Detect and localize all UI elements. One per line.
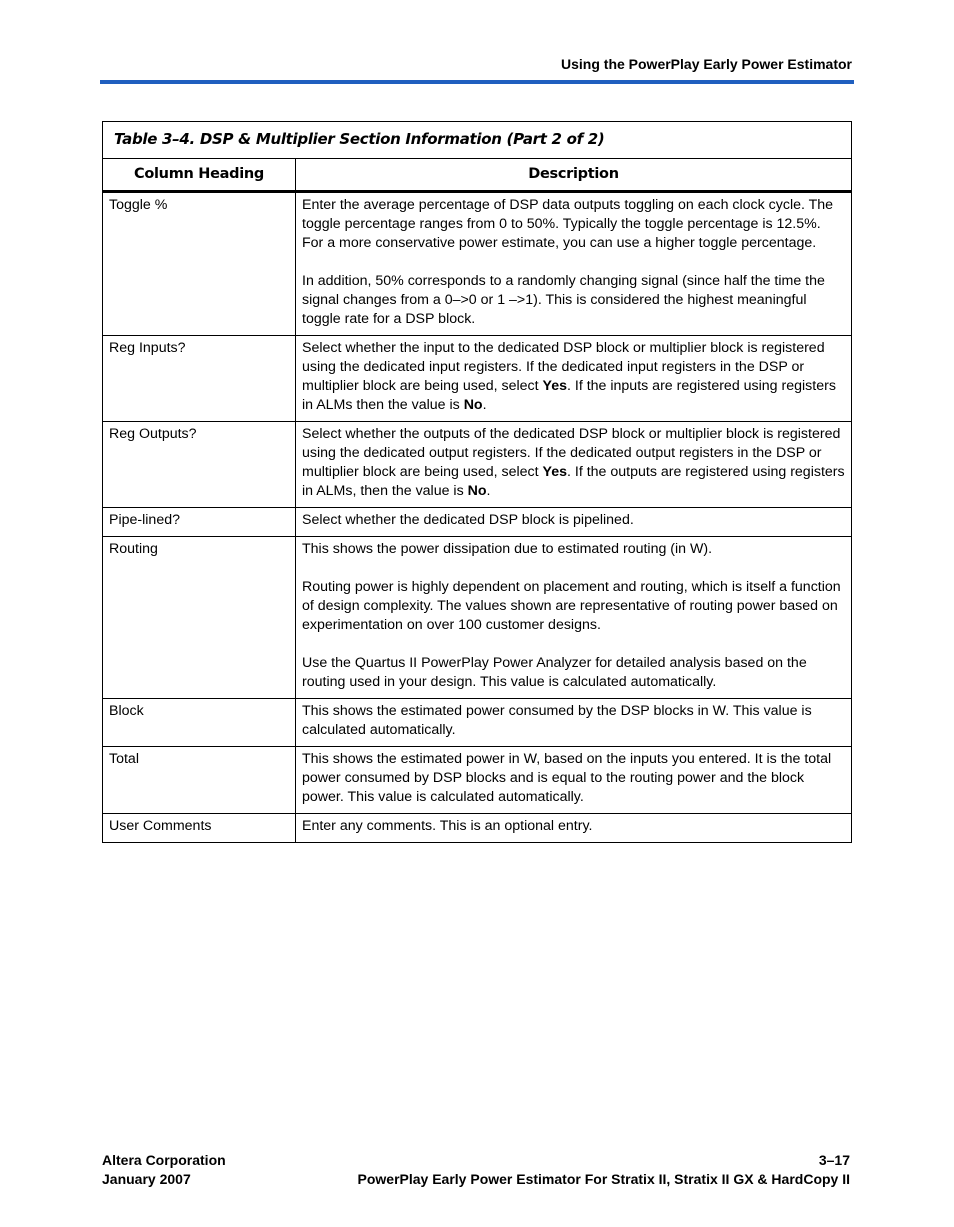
header-rule [100,80,854,84]
row-description [296,422,852,508]
row-heading: Reg Outputs? [103,422,296,508]
footer-date: January 2007 [102,1171,191,1187]
row-heading: Toggle % [103,192,296,336]
text-segment: . [486,483,491,499]
description-paragraph [302,540,845,559]
row-description [296,537,852,699]
description-paragraph [302,339,845,415]
running-header-title: Using the PowerPlay Early Power Estimator [561,56,852,72]
description-paragraph [302,817,845,836]
row-heading: Block [103,699,296,747]
description-paragraph [302,272,845,329]
text-segment: . If the outputs are registered using registers in ALMs, then the value is [302,464,845,499]
row-description [296,192,852,336]
footer-left [102,1151,226,1189]
bold-term: No [463,397,483,413]
table-row [103,814,852,843]
table-row [103,508,852,537]
table-row [103,336,852,422]
row-description [296,814,852,843]
dsp-table-container [102,121,852,843]
row-description [296,508,852,537]
row-heading: User Comments [103,814,296,843]
text-segment: Select whether the outputs of the dedicated DSP block or multiplier block is registered using the dedicated output registers. If the dedicated output registers in the DSP or multiplier block are being used, select [302,426,841,480]
row-heading: Total [103,747,296,814]
footer-right [358,1151,850,1189]
footer-doc-title: PowerPlay Early Power Estimator For Stratix II, Stratix II GX & HardCopy II [357,1171,850,1187]
description-paragraph [302,425,845,501]
text-segment: . [482,397,487,413]
footer-page-number: 3–17 [818,1152,850,1168]
table-row [103,699,852,747]
description-paragraph [302,578,845,635]
bold-term: Yes [542,378,567,394]
table-body [103,192,852,843]
table-caption: Table 3–4. DSP & Multiplier Section Information (Part 2 of 2) [103,122,852,159]
column-header-heading: Column Heading [103,159,296,192]
row-heading: Pipe-lined? [103,508,296,537]
text-segment: This shows the estimated power in W, based on the inputs you entered. It is the total power consumed by DSP blocks and is equal to the routing power and the block power. This value is calculated automatically. [302,751,832,805]
text-segment: Routing power is highly dependent on placement and routing, which is itself a function of design complexity. The values shown are representative of routing power based on experimentation on over 100 customer designs. [302,579,841,633]
description-paragraph [302,750,845,807]
table-row [103,747,852,814]
dsp-multiplier-table [102,121,852,843]
text-segment: Select whether the input to the dedicated DSP block or multiplier block is registered using the dedicated input registers. If the dedicated input registers in the DSP or multiplier block are being used, select [302,340,825,394]
text-segment: Enter any comments. This is an optional entry. [302,818,593,834]
text-segment: Select whether the dedicated DSP block is pipelined. [302,512,634,528]
table-row [103,537,852,699]
description-paragraph [302,654,845,692]
row-heading: Reg Inputs? [103,336,296,422]
column-header-description: Description [296,159,852,192]
text-segment: . If the inputs are registered using registers in ALMs then the value is [302,378,836,413]
text-segment: This shows the estimated power consumed by the DSP blocks in W. This value is calculated automatically. [302,703,812,738]
text-segment: This shows the power dissipation due to estimated routing (in W). [302,541,713,557]
row-description [296,747,852,814]
row-description [296,699,852,747]
text-segment: Enter the average percentage of DSP data outputs toggling on each clock cycle. The toggle percentage ranges from 0 to 50%. Typically the toggle percentage is 12.5%. For a more conservative power estimate, you can use a higher toggle percentage. [302,197,834,251]
bold-term: No [467,483,487,499]
table-row [103,192,852,336]
text-segment: In addition, 50% corresponds to a randomly changing signal (since half the time the signal changes from a 0–>0 or 1 –>1). This is considered the highest meaningful toggle rate for a DSP block. [302,273,825,327]
row-description [296,336,852,422]
description-paragraph [302,702,845,740]
footer-company: Altera Corporation [102,1152,226,1168]
description-paragraph [302,196,845,253]
text-segment: Use the Quartus II PowerPlay Power Analyzer for detailed analysis based on the routing used in your design. This value is calculated automatically. [302,655,807,690]
table-row [103,422,852,508]
description-paragraph [302,511,845,530]
bold-term: Yes [542,464,567,480]
row-heading: Routing [103,537,296,699]
